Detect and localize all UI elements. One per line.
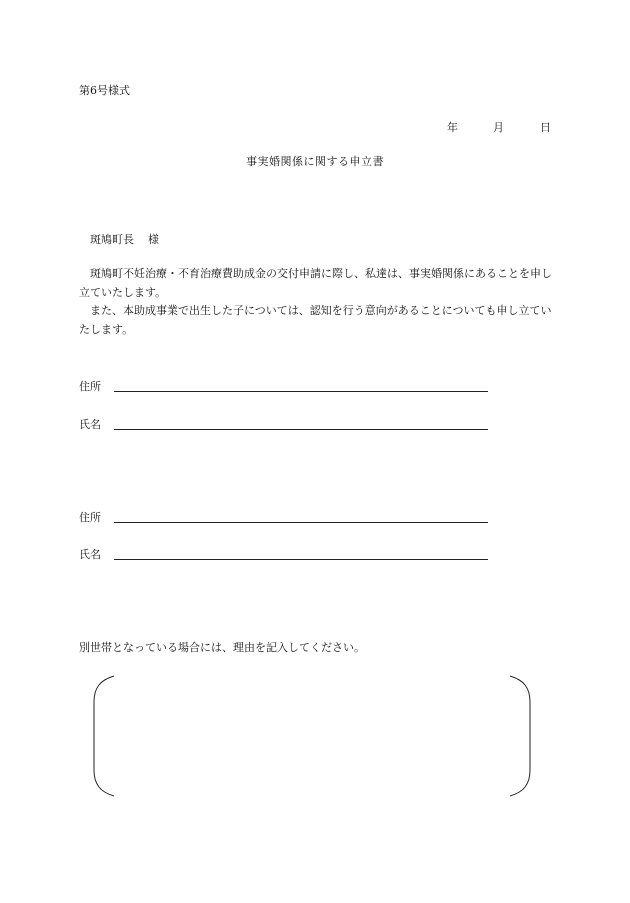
applicant2-name-label: 氏名 xyxy=(79,548,101,561)
bracket-frame xyxy=(92,674,532,798)
addressee-name: 斑鳩町長 xyxy=(90,233,134,246)
reason-input-area[interactable] xyxy=(92,674,532,798)
date-year-label: 年 xyxy=(447,121,458,134)
applicant1-address-field[interactable] xyxy=(114,391,488,392)
statement-paragraph-1: 斑鳩町不妊治療・不育治療費助成金の交付申請に際し、私達は、事実婚関係にあることを申し立ていたします。 xyxy=(79,267,552,299)
date-day-label: 日 xyxy=(540,121,551,134)
applicant1-name-field[interactable] xyxy=(114,429,488,430)
applicant2-address-label: 住所 xyxy=(79,511,101,524)
addressee xyxy=(90,231,159,247)
applicant2-address-field[interactable] xyxy=(114,522,488,523)
applicant1-name-label: 氏名 xyxy=(79,418,101,431)
statement-paragraph-2: また、本助成事業で出生した子については、認知を行う意向があることについても申し立ていたします。 xyxy=(79,304,552,336)
applicant1-address-label: 住所 xyxy=(79,380,101,393)
date-month-label: 月 xyxy=(493,121,504,134)
document-title: 事実婚関係に関する申立書 xyxy=(246,155,384,168)
date-line xyxy=(447,119,551,135)
applicant2-name-field[interactable] xyxy=(114,559,488,560)
reason-prompt: 別世帯となっている場合には、理由を記入してください。 xyxy=(79,641,365,654)
form-number: 第6号様式 xyxy=(79,84,130,97)
addressee-honorific: 様 xyxy=(148,233,159,246)
